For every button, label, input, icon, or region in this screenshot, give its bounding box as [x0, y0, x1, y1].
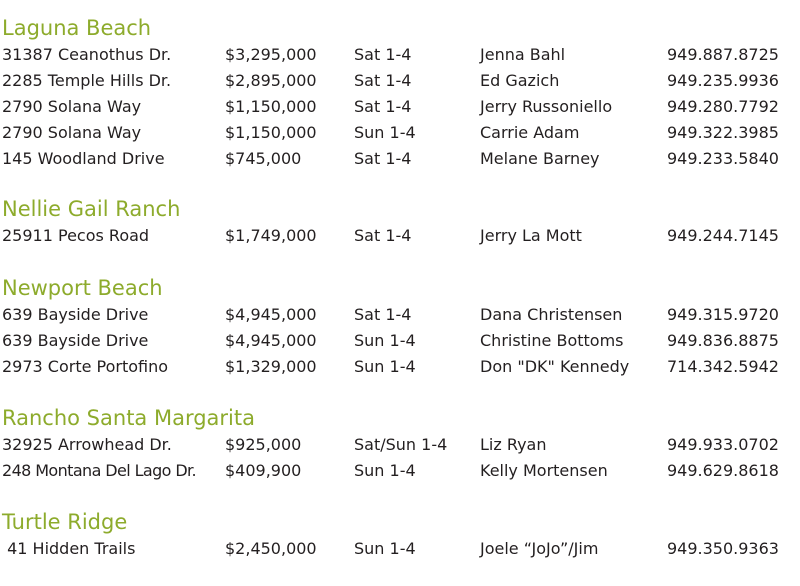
listing-address: 2285 Temple Hills Dr.: [2, 71, 172, 90]
listing-open-house-time: Sat 1-4: [354, 149, 412, 168]
listing-price: $3,295,000: [225, 45, 317, 64]
listing-row: [0, 70, 800, 92]
listing-address: 25911 Pecos Road: [2, 226, 150, 245]
listing-row: [0, 330, 800, 352]
listing-phone: 949.244.7145: [667, 226, 779, 245]
listing-row: [0, 460, 800, 482]
listing-agent: Jerry Russoniello: [480, 97, 613, 116]
listing-row: [0, 356, 800, 378]
listing-open-house-time: Sat/Sun 1-4: [354, 435, 448, 454]
listing-address: 2790 Solana Way: [2, 97, 142, 116]
listing-price: $409,900: [225, 461, 302, 480]
listing-price: $1,749,000: [225, 226, 317, 245]
listing-phone: 949.235.9936: [667, 71, 779, 90]
listing-address: 31387 Ceanothus Dr.: [2, 45, 172, 64]
listing-price: $4,945,000: [225, 331, 317, 350]
listing-row: [0, 304, 800, 326]
listing-open-house-time: Sat 1-4: [354, 226, 412, 245]
listing-address: 2973 Corte Portofino: [2, 357, 169, 376]
listing-phone: 949.933.0702: [667, 435, 779, 454]
listing-price: $4,945,000: [225, 305, 317, 324]
listing-price: $1,150,000: [225, 97, 317, 116]
listing-agent: Dana Christensen: [480, 305, 623, 324]
listing-row: [0, 44, 800, 66]
listing-price: $1,329,000: [225, 357, 317, 376]
listing-open-house-time: Sun 1-4: [354, 539, 416, 558]
section-heading: Laguna Beach: [2, 16, 152, 40]
listing-price: $745,000: [225, 149, 302, 168]
listing-phone: 949.887.8725: [667, 45, 779, 64]
listing-phone: 949.836.8875: [667, 331, 779, 350]
listing-row: [0, 122, 800, 144]
listing-row: [0, 538, 800, 560]
listing-open-house-time: Sun 1-4: [354, 357, 416, 376]
listing-agent: Ed Gazich: [480, 71, 560, 90]
listing-address: 639 Bayside Drive: [2, 331, 149, 350]
listing-row: [0, 96, 800, 118]
listing-open-house-time: Sun 1-4: [354, 461, 416, 480]
listing-open-house-time: Sun 1-4: [354, 331, 416, 350]
listing-phone: 949.350.9363: [667, 539, 779, 558]
listing-price: $2,450,000: [225, 539, 317, 558]
listing-open-house-time: Sat 1-4: [354, 45, 412, 64]
listing-agent: Liz Ryan: [480, 435, 547, 454]
section-heading: Nellie Gail Ranch: [2, 197, 181, 221]
listing-phone: 949.322.3985: [667, 123, 779, 142]
listing-open-house-time: Sat 1-4: [354, 71, 412, 90]
listing-phone: 714.342.5942: [667, 357, 779, 376]
listing-agent: Jerry La Mott: [480, 226, 582, 245]
listing-address: 248 Montana Del Lago Dr.: [2, 461, 197, 480]
listing-open-house-time: Sat 1-4: [354, 97, 412, 116]
listing-address: 639 Bayside Drive: [2, 305, 149, 324]
section-heading: Newport Beach: [2, 276, 163, 300]
listing-address: 32925 Arrowhead Dr.: [2, 435, 172, 454]
listing-agent: Carrie Adam: [480, 123, 580, 142]
listing-row: [0, 148, 800, 170]
listing-agent: Jenna Bahl: [480, 45, 566, 64]
listing-phone: 949.315.9720: [667, 305, 779, 324]
listing-phone: 949.233.5840: [667, 149, 779, 168]
listing-agent: Christine Bottoms: [480, 331, 624, 350]
listing-agent: Kelly Mortensen: [480, 461, 608, 480]
listing-row: [0, 434, 800, 456]
listing-price: $1,150,000: [225, 123, 317, 142]
section-heading: Rancho Santa Margarita: [2, 406, 255, 430]
listing-phone: 949.629.8618: [667, 461, 779, 480]
listing-price: $925,000: [225, 435, 302, 454]
section-heading: Turtle Ridge: [2, 510, 128, 534]
listing-address: 145 Woodland Drive: [2, 149, 165, 168]
listing-address: 2790 Solana Way: [2, 123, 142, 142]
listing-phone: 949.280.7792: [667, 97, 779, 116]
listing-open-house-time: Sun 1-4: [354, 123, 416, 142]
listing-agent: Don "DK" Kennedy: [480, 357, 630, 376]
listing-agent: Joele “JoJo”/Jim: [480, 539, 599, 558]
listing-price: $2,895,000: [225, 71, 317, 90]
listing-address: 41 Hidden Trails: [2, 539, 136, 558]
listing-agent: Melane Barney: [480, 149, 600, 168]
listing-row: [0, 225, 800, 247]
listing-open-house-time: Sat 1-4: [354, 305, 412, 324]
